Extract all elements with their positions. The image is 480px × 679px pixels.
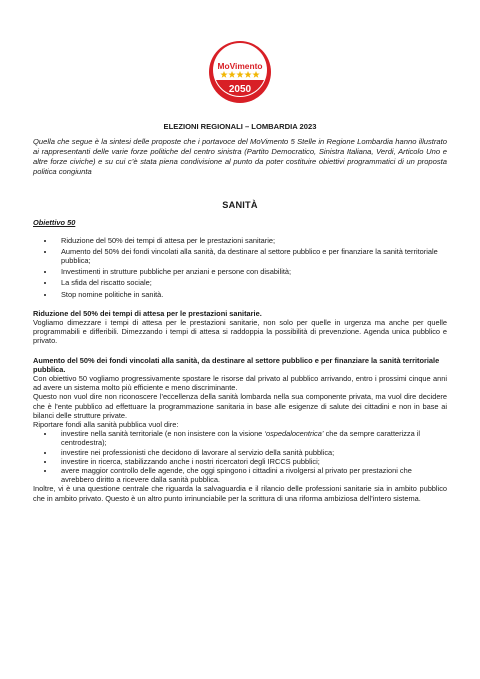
list-item: • investire in ricerca, stabilizzando anche i nostri ricercatori degli IRCCS pubblici; [55, 457, 447, 466]
list-item-emphasis: ‘ospedalocentrica’ [264, 429, 324, 439]
list-item: • Stop nomine politiche in sanità. [55, 290, 447, 299]
document-content [33, 122, 447, 513]
funding-paragraph-2: Questo non vuol dire non riconoscere l’eccellenza della sanità lombarda nella sua componente privata, ma vuol dire decidere che è l’ente pubblico ad effettuare la programmazione sanitaria in base alle esigenze di salute dei cittadini e non in base ai bilanci delle strutture private. [33, 392, 447, 420]
list-item: • Aumento del 50% dei fondi vincolati alla sanità, da destinare al settore pubblico e per finanziare la sanità territoriale pubblica; [55, 247, 447, 265]
section-title: SANITÀ [222, 200, 258, 211]
list-item: • avere maggior controllo delle agende, che oggi spingono i cittadini a rivolgersi al privato per prestazioni che avrebbero diritto a ricevere dalla sanità pubblica. [55, 466, 447, 484]
funding-heading: Aumento del 50% dei fondi vincolati alla sanità, da destinare al settore pubblico e per finanziare la sanità territoriale pubblica. [33, 355, 440, 374]
funding-paragraph-3: Riportare fondi alla sanità pubblica vuol dire: [33, 420, 179, 430]
logo-brand-text: MoVimento [217, 61, 263, 71]
funding-section [33, 356, 447, 503]
waiting-times-section [33, 309, 447, 346]
list-item: • Riduzione del 50% dei tempi di attesa per le prestazioni sanitarie; [55, 236, 447, 245]
list-item [55, 429, 447, 447]
funding-paragraph-1: Con obiettivo 50 vogliamo progressivamente spostare le risorse dal privato al pubblico arrivando, entro i prossimi cinque anni ad avere un sistema molto più efficiente e meno discriminante. [33, 374, 447, 393]
waiting-times-text: Vogliamo dimezzare i tempi di attesa per le prestazioni sanitarie, non solo per quelle in urgenza ma anche per quelle programmabili e differibili. Dimezzando i tempi di attesa si raddoppia la possibilità di prevenzione. Agenda unica pubblico e privato. [33, 318, 447, 346]
movimento-logo [208, 40, 272, 104]
intro-paragraph: Quella che segue è la sintesi delle proposte che i portavoce del MoVimento 5 Stelle in Regione Lombardia hanno illustrato ai rappresentanti delle varie forze politiche del centro sinistra (Partito Democratico, Sinistra Italiana, Verdi, Articolo Uno e altre forze civiche) e su cui c’è stata piena condivisione al punto da poter costituire obiettivi programmatici di un proposta politica congiunta [33, 137, 447, 177]
logo-graphic [208, 40, 272, 104]
waiting-times-heading: Riduzione del 50% dei tempi di attesa per le prestazioni sanitarie. [33, 308, 262, 318]
list-item: • La sfida del riscatto sociale; [55, 278, 447, 287]
funding-list [33, 429, 447, 484]
objective-list [33, 236, 447, 299]
logo-year-text: 2050 [228, 84, 252, 95]
list-item: • investire nei professionisti che decidono di lavorare al servizio della sanità pubblica; [55, 448, 447, 457]
objective-heading: Obiettivo 50 [33, 218, 76, 228]
list-item-text: investire nella sanità territoriale (e non insistere con la visione [61, 429, 265, 439]
list-item: • Investimenti in strutture pubbliche per anziani e persone con disabilità; [55, 267, 447, 276]
document-title: ELEZIONI REGIONALI – LOMBARDIA 2023 [163, 122, 317, 131]
funding-paragraph-4: Inoltre, vi è una questione centrale che riguarda la salvaguardia e il rilancio delle professioni sanitarie sia in ambito pubblico che in ambito privato. Questo è un altro punto irrinunciabile per la scrittura di una riforma ambiziosa dell’intero sistema. [33, 484, 447, 503]
list-item-text: che da sempre caratterizza il centrodestra); [61, 429, 421, 448]
